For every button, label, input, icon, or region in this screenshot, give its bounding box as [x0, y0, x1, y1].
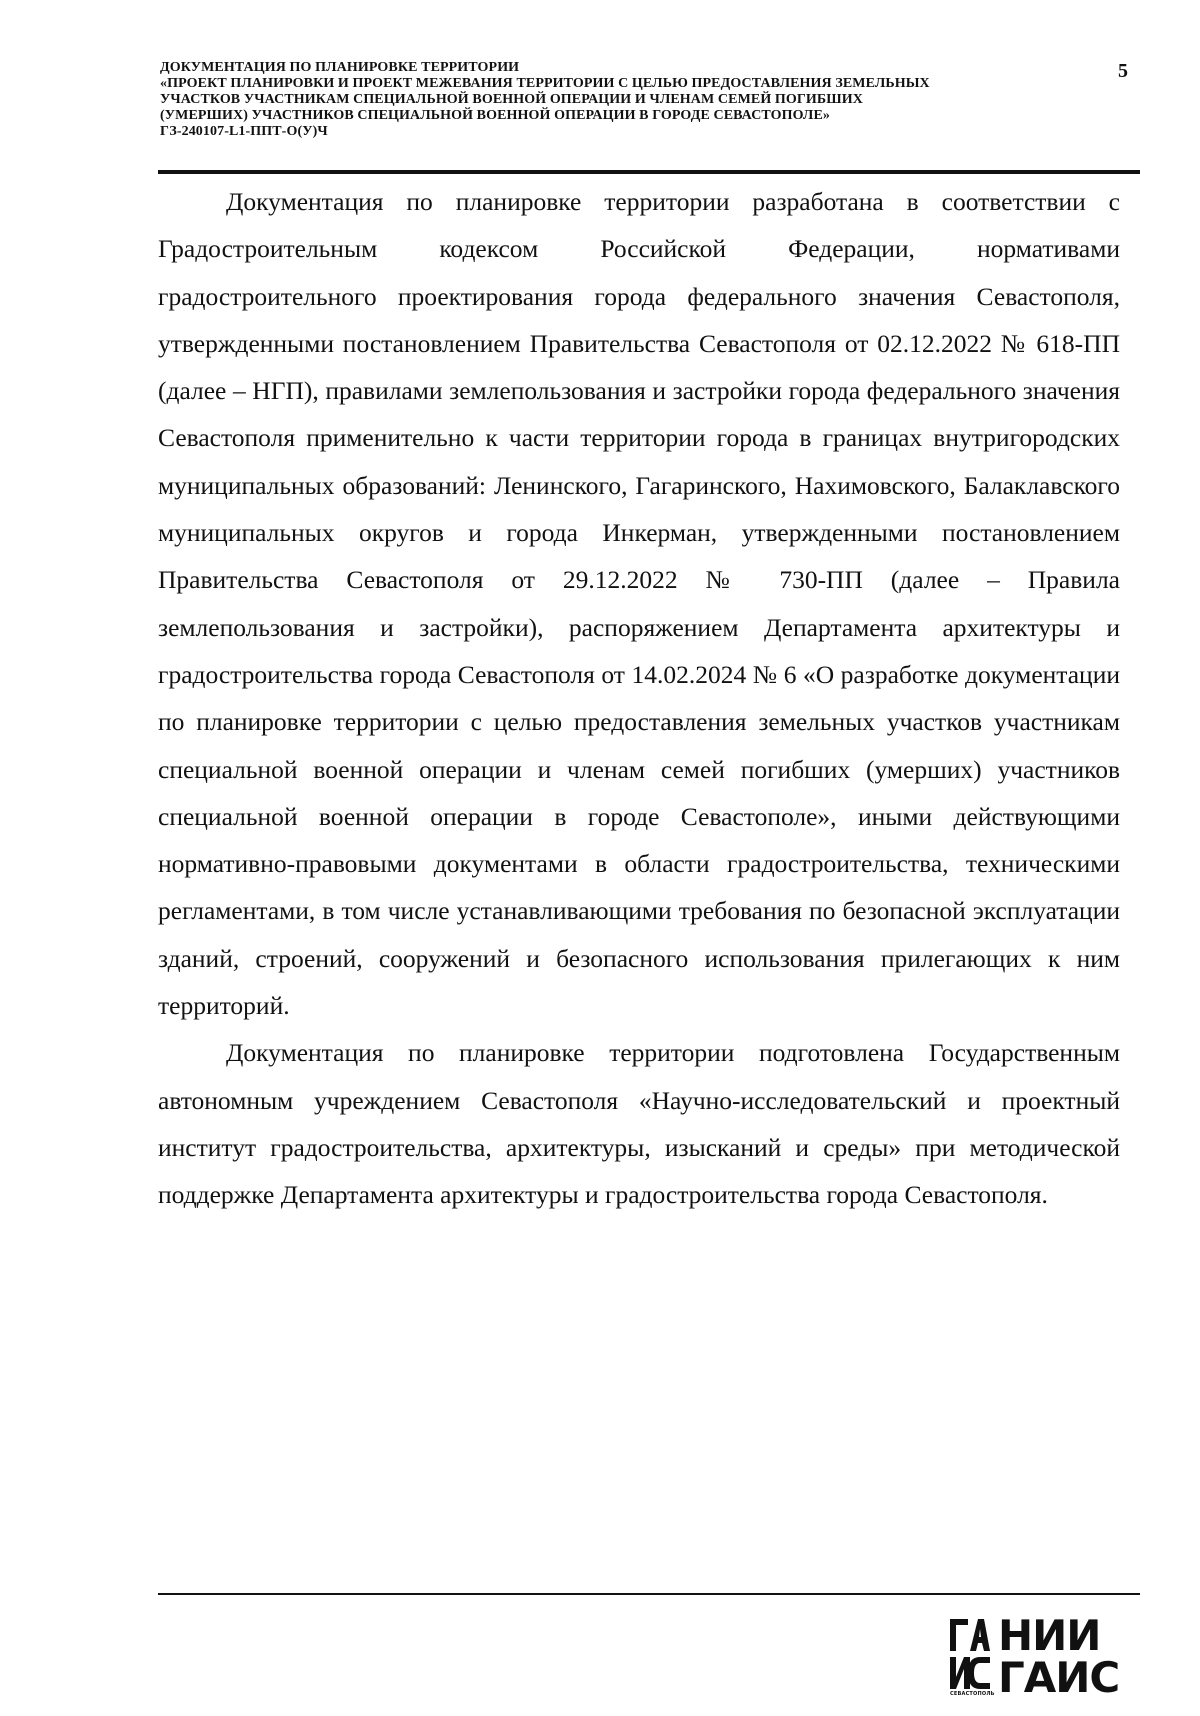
- document-header: [160, 60, 1060, 140]
- paragraph: Документация по планировке территории подготовлена Государственным автономным учреждением Севастополя «Научно-исследовательский и проектный институт градостроительства, архитектуры, изысканий и среды» при методической поддержке Департамента архитектуры и градостроительства города Севастополя.: [158, 1038, 1120, 1210]
- nii-gais-logo: [950, 1611, 1130, 1705]
- logo-wordmark: НИИ ГАИС: [998, 1611, 1120, 1702]
- gais-emblem-icon: [950, 1615, 990, 1695]
- header-line: ДОКУМЕНТАЦИЯ ПО ПЛАНИРОВКЕ ТЕРРИТОРИИ: [160, 60, 520, 75]
- document-body: [158, 178, 1120, 1219]
- header-line: УЧАСТКОВ УЧАСТНИКАМ СПЕЦИАЛЬНОЙ ВОЕННОЙ ОПЕРАЦИИ И ЧЛЕНАМ СЕМЕЙ ПОГИБШИХ: [160, 92, 863, 107]
- document-code: ГЗ-240107-L1-ППТ-О(У)Ч: [160, 124, 328, 139]
- header-line: «ПРОЕКТ ПЛАНИРОВКИ И ПРОЕКТ МЕЖЕВАНИЯ ТЕРРИТОРИИ С ЦЕЛЬЮ ПРЕДОСТАВЛЕНИЯ ЗЕМЕЛЬНЫХ: [160, 76, 930, 91]
- header-divider: [158, 170, 1140, 174]
- logo-city-caption: СЕВАСТОПОЛЬ: [950, 1691, 995, 1697]
- paragraph: Документация по планировке территории разработана в соответствии с Градостроительным кодексом Российской Федерации, нормативами градостроительного проектирования города федерального значения Севастополя, утвержденными постановлением Правительства Севастополя от 02.12.2022 № 618-ПП (далее – НГП), правилами землепользования и застройки города федерального значения Севастополя применительно к части территории города в границах внутригородских муниципальных образований: Ленинского, Гагаринского, Нахимовского, Балаклавского муниципальных округов и города Инкерман, утвержденными постановлением Правительства Севастополя от 29.12.2022 № 730-ПП (далее – Правила землепользования и застройки), распоряжением Департамента архитектуры и градостроительства города Севастополя от 14.02.2024 № 6 «О разработке документации по планировке территории с целью предоставления земельных участков участникам специальной военной операции и членам семей погибших (умерших) участников специальной военной операции в городе Севастополе», иными действующими нормативно-правовыми документами в области градостроительства, техническими регламентами, в том числе устанавливающими требования по безопасной эксплуатации зданий, строений, сооружений и безопасного использования прилегающих к ним территорий.: [158, 187, 1120, 1021]
- header-line: (УМЕРШИХ) УЧАСТНИКОВ СПЕЦИАЛЬНОЙ ВОЕННОЙ ОПЕРАЦИИ В ГОРОДЕ СЕВАСТОПОЛЕ»: [160, 108, 831, 123]
- page-number: 5: [1118, 60, 1128, 82]
- footer-divider: [158, 1593, 1140, 1595]
